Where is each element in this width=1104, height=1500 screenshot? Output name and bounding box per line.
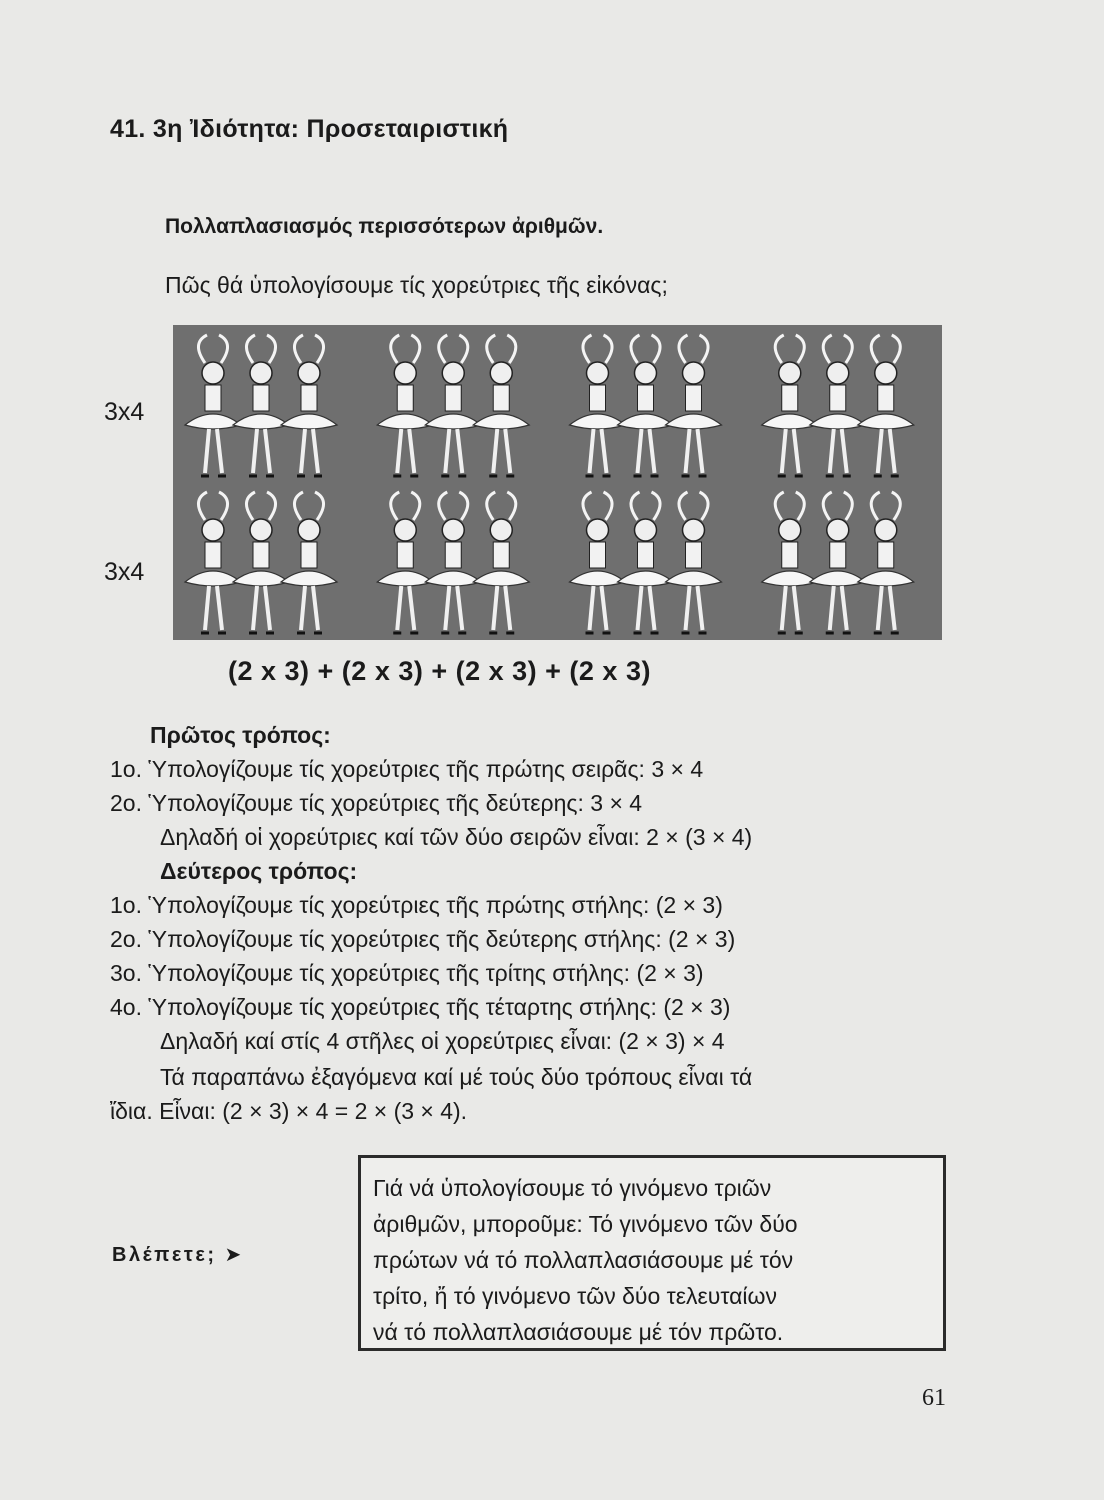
ballerina-figure: [618, 492, 674, 633]
second-method-line-2: 2ο. Ὑπολογίζουμε τίς χορεύτριες τῆς δεύτερης στήλης: (2 × 3): [110, 926, 736, 952]
question-text: Πῶς θά ὑπολογίσουμε τίς χορεύτριες τῆς εἰκόνας;: [165, 272, 668, 298]
ballerina-figure: [858, 335, 914, 476]
row-label-bottom: 3x4: [104, 558, 145, 586]
second-method-line-4: 4ο. Ὑπολογίζουμε τίς χορεύτριες τῆς τέταρτης στήλης: (2 × 3): [110, 994, 731, 1020]
ballerina-figure: [666, 335, 722, 476]
section-title: 41. 3η Ἰδιότητα: Προσεταιριστική: [110, 115, 509, 143]
note-line-5: νά τό πολλαπλασιάσουμε μέ τόν πρῶτο.: [373, 1319, 784, 1345]
ballerina-figure: [377, 335, 433, 476]
ballerina-figure: [185, 335, 241, 476]
note-line-3: πρώτων νά τό πολλαπλασιάσουμε μέ τόν: [373, 1247, 794, 1273]
section-subtitle: Πολλαπλασιασμός περισσότερων ἀριθμῶν.: [165, 215, 604, 238]
ballerinas-illustration: [173, 325, 942, 640]
conclusion-line-1: Τά παραπάνω ἐξαγόμενα καί μέ τούς δύο τρόπους εἶναι τά: [160, 1064, 753, 1090]
page-number: 61: [922, 1385, 946, 1411]
note-line-1: Γιά νά ὑπολογίσουμε τό γινόμενο τριῶν: [373, 1175, 772, 1201]
first-method-line-2: 2ο. Ὑπολογίζουμε τίς χορεύτριες τῆς δεύτερης: 3 × 4: [110, 790, 643, 816]
ballerina-figure: [425, 335, 481, 476]
note-line-2: ἀριθμῶν, μποροῦμε: Τό γινόμενο τῶν δύο: [373, 1211, 798, 1237]
ballerina-figure: [281, 335, 337, 476]
ballerina-figure: [666, 492, 722, 633]
ballerina-figure: [570, 335, 626, 476]
ballerina-figure: [425, 492, 481, 633]
ballerina-figure: [473, 335, 529, 476]
dancers-grid: [173, 325, 942, 640]
grouping-expression: (2 x 3) + (2 x 3) + (2 x 3) + (2 x 3): [228, 656, 651, 686]
note-line-4: τρίτο, ἤ τό γινόμενο τῶν δύο τελευταίων: [373, 1283, 777, 1309]
second-method-line-5: Δηλαδή καί στίς 4 στῆλες οἱ χορεύτριες εἶναι: (2 × 3) × 4: [160, 1028, 725, 1054]
ballerina-figure: [858, 492, 914, 633]
ballerina-figure: [762, 335, 818, 476]
pointer-arrow-icon: ➤: [224, 1244, 244, 1266]
ballerina-figure: [618, 335, 674, 476]
ballerina-figure: [473, 492, 529, 633]
second-method-heading: Δεύτερος τρόπος:: [160, 858, 358, 884]
ballerina-figure: [377, 492, 433, 633]
ballerina-figure: [281, 492, 337, 633]
ballerina-figure: [185, 492, 241, 633]
conclusion-line-2: ἴδια. Εἶναι: (2 × 3) × 4 = 2 × (3 × 4).: [110, 1098, 468, 1124]
row-label-top: 3x4: [104, 398, 145, 426]
ballerina-figure: [810, 335, 866, 476]
ballerina-figure: [233, 335, 289, 476]
ballerina-figure: [570, 492, 626, 633]
second-method-line-3: 3ο. Ὑπολογίζουμε τίς χορεύτριες τῆς τρίτης στήλης: (2 × 3): [110, 960, 704, 986]
see-label-text: Βλέπετε;: [112, 1244, 217, 1266]
rule-note-box: [358, 1155, 946, 1351]
ballerina-figure: [762, 492, 818, 633]
first-method-heading: Πρῶτος τρόπος:: [150, 722, 331, 748]
see-label: [112, 1242, 244, 1267]
first-method-line-3: Δηλαδή οἱ χορεύτριες καί τῶν δύο σειρῶν εἶναι: 2 × (3 × 4): [160, 824, 753, 850]
ballerina-figure: [233, 492, 289, 633]
first-method-line-1: 1ο. Ὑπολογίζουμε τίς χορεύτριες τῆς πρώτης σειρᾶς: 3 × 4: [110, 756, 704, 782]
ballerina-figure: [810, 492, 866, 633]
second-method-line-1: 1ο. Ὑπολογίζουμε τίς χορεύτριες τῆς πρώτης στήλης: (2 × 3): [110, 892, 723, 918]
